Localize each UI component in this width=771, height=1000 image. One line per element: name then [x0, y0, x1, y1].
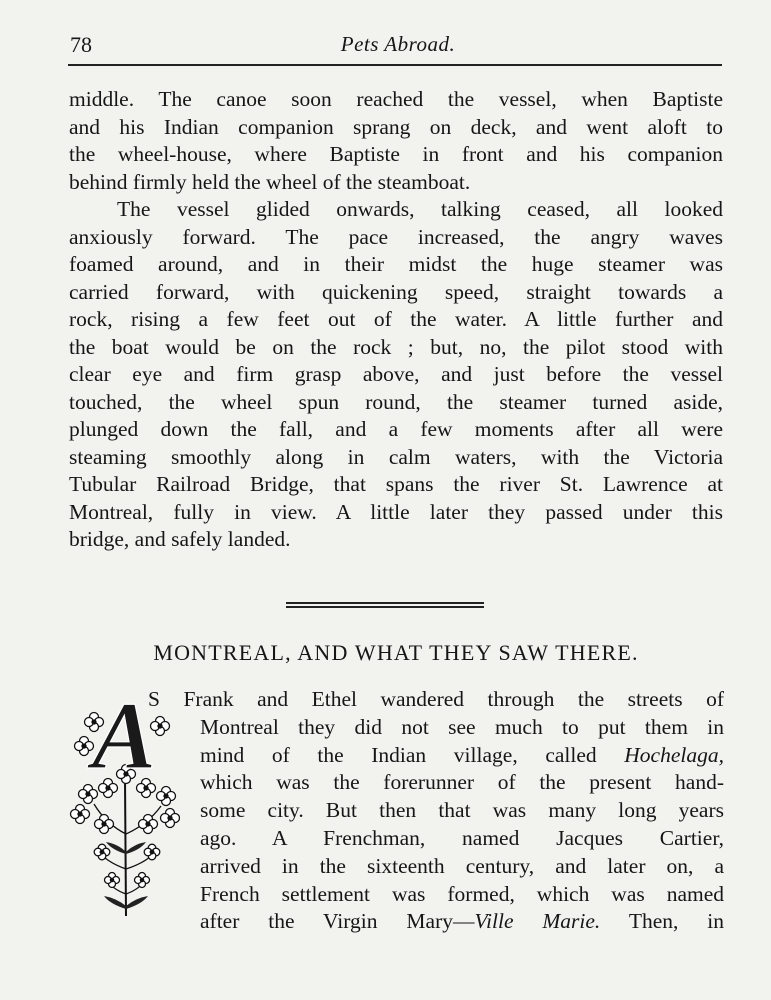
header-rule	[68, 64, 722, 66]
page-number: 78	[70, 32, 92, 57]
text-line: plunged down the fall, and a few moments after all were	[69, 417, 723, 441]
divider-rule-bottom	[286, 606, 484, 608]
running-title: Pets Abroad.	[340, 32, 456, 56]
text-line: anxiously forward. The pace increased, the angry waves	[69, 224, 723, 249]
text-line: carried forward, with quickening speed, straight towards a	[69, 279, 723, 304]
text-line: bridge, and safely landed.	[69, 527, 291, 551]
text-line: steaming smoothly along in calm waters, with the Victoria	[69, 444, 723, 469]
dropcap-letter: A	[91, 684, 157, 789]
text-line: The vessel glided onwards, talking ceased, all looked	[117, 197, 723, 221]
text-line: Montreal they did not see much to put them in	[200, 714, 724, 739]
text-line: some city. But then that was many long years	[200, 798, 724, 823]
text-line: after the Virgin Mary—Ville Marie. Then, in	[200, 909, 724, 934]
text-line: mind of the Indian village, called Hochelaga,	[200, 742, 724, 767]
text-line: S Frank and Ethel wandered through the streets of	[148, 687, 724, 711]
text-line: clear eye and firm grasp above, and just before the vessel	[69, 362, 723, 386]
text-line: rock, rising a few feet out of the water. A little further and	[69, 307, 723, 331]
text-line: behind firmly held the wheel of the steamboat.	[69, 169, 471, 194]
text-line: Tubular Railroad Bridge, that spans the river St. Lawrence at	[69, 472, 723, 496]
text-line: the boat would be on the rock ; but, no, the pilot stood with	[69, 334, 723, 359]
text-line: French settlement was formed, which was named	[200, 881, 724, 906]
text-line: touched, the wheel spun round, the steamer turned aside,	[69, 389, 723, 414]
text-line: foamed around, and in their midst the huge steamer was	[69, 252, 723, 276]
section-divider	[286, 602, 484, 608]
text-line: ago. A Frenchman, named Jacques Cartier,	[200, 825, 724, 850]
running-head	[70, 32, 726, 62]
text-line: middle. The canoe soon reached the vessel, when Baptiste	[69, 87, 723, 111]
text-line: arrived in the sixteenth century, and later on, a	[200, 853, 724, 878]
text-line: Montreal, fully in view. A little later they passed under this	[69, 499, 723, 524]
section-paragraph	[148, 686, 724, 936]
text-line: which was the forerunner of the present hand-	[200, 770, 724, 795]
section-heading: MONTREAL, AND WHAT THEY SAW THERE.	[153, 640, 639, 665]
divider-rule-top	[286, 602, 484, 604]
text-line: the wheel-house, where Baptiste in front and his companion	[69, 142, 723, 166]
text-line: and his Indian companion sprang on deck, and went aloft to	[69, 114, 723, 139]
body-text	[69, 86, 723, 554]
